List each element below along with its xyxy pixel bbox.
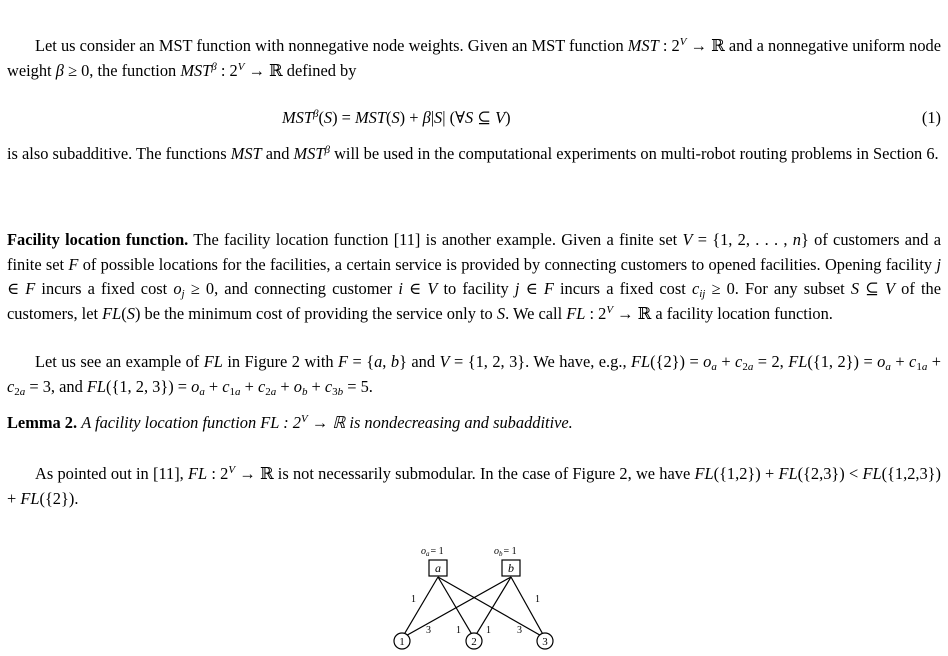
text-run: , and xyxy=(50,376,87,396)
text-run: Let us see an example of xyxy=(35,352,204,371)
text-run: a facility location function. xyxy=(651,303,833,323)
customer-label-3: 3 xyxy=(542,636,548,648)
text-run: A facility location function xyxy=(81,413,261,432)
paragraph-not-submodular: As pointed out in [11], FL : $2^V$ → ℝ is not necessarily submodular. In the case of Figure 2, we have FL({1,2}) + FL({2,3}) < FL({1,2,3}) + FL({2}). xyxy=(7,464,942,508)
section-heading: Facility location function. xyxy=(7,230,189,249)
text-run: incurs a fixed cost xyxy=(553,279,692,298)
text-run: defined by xyxy=(282,60,357,80)
edge-cost-a2: 1 xyxy=(456,625,461,636)
text-run: As pointed out in [11], xyxy=(35,464,189,483)
paragraph-example: Let us see an example of FL in Figure 2 with F = {a, b} and V = {1, 2, 3}. We have, e.g., $FL(\{2\}) = o_a + c_{2a} = 2$, FL({1, $2\}) = o_a + c_{1a} + c_{2a} = 3$, and FL({1, 2, $3\}) = o_a + c_{1a} + c_{2a} + o_b + c_{3b} = 5$. xyxy=(7,352,942,398)
text-run: . We have, e.g., xyxy=(525,352,632,371)
edge-cost-b1: 3 xyxy=(426,625,431,636)
lemma-2: Lemma 2. A facility location function FL : $2^V$ → ℝ is nondecreasing and subadditive. xyxy=(7,413,573,432)
text-run: of the customers, let xyxy=(7,279,941,323)
text-run: of possible locations for the facilities, a certain service is provided by connecting customers to opened facilities. Opening facility xyxy=(78,254,937,274)
text-run: Let us consider an MST function with nonnegative node weights. Given an MST function xyxy=(35,36,628,55)
text-run: is not necessarily submodular. In the case of Figure 2, we have xyxy=(273,464,695,483)
paragraph-mst: Let us consider an MST function with nonnegative node weights. Given an MST function MST : $2^V$ → ℝ and a nonnegative uniform node weight β ≥ 0, the function $MST^\beta$ : $2^V$ → ℝ defined by xyxy=(7,36,941,80)
text-run: incurs a fixed cost xyxy=(35,279,174,298)
text-run: to facility xyxy=(437,279,515,298)
edge-cost-b3: 1 xyxy=(535,594,540,605)
facility-cost-a: $o_a= 1$ xyxy=(421,546,444,558)
customer-label-2: 2 xyxy=(471,636,477,648)
text-run: be the minimum cost of providing the service only to xyxy=(140,303,497,323)
text-run: The facility location function [11] is another example. Given a finite set xyxy=(188,230,683,249)
text-run: and xyxy=(406,352,440,371)
lemma-label: Lemma 2. xyxy=(7,413,78,432)
edge-b-2 xyxy=(474,577,511,638)
text-run: of customers and a finite set xyxy=(7,230,942,274)
text-run: will be used in the computational experiments on multi-robot routing problems in Section 6. xyxy=(329,144,939,163)
facility-label-a: a xyxy=(435,561,441,575)
facility-cost-b: $o_b= 1$ xyxy=(494,546,517,558)
text-run: , and connecting customer xyxy=(214,279,399,298)
equation-number: (1) xyxy=(921,108,941,127)
equation-body: $MST^\beta(S) = MST(S) + \beta|S|$ (∀S ⊆ V) xyxy=(282,108,511,127)
facility-label-b: b xyxy=(508,561,514,575)
text-run: is also subadditive. The functions xyxy=(7,144,231,163)
text-run: , the function xyxy=(89,60,181,80)
figure-2-graph xyxy=(380,538,570,654)
edge-a-1 xyxy=(402,577,438,638)
equation-1 xyxy=(7,108,941,132)
paragraph-subadditive: is also subadditive. The functions MST and $MST^\beta$ will be used in the computational experiments on multi-robot routing problems in Section 6. xyxy=(7,144,939,163)
edge-a-3 xyxy=(438,577,545,638)
edge-cost-b2: 1 xyxy=(486,625,491,636)
text-run: is nondecreasing and subadditive. xyxy=(345,413,573,432)
text-run: and xyxy=(261,144,294,163)
customer-label-1: 1 xyxy=(399,636,405,648)
edge-cost-a3: 3 xyxy=(517,625,522,636)
edge-cost-a1: 1 xyxy=(411,594,416,605)
text-run: and a nonnegative uniform node weight xyxy=(7,36,941,80)
text-run: . For any subset xyxy=(734,279,851,298)
text-run: in Figure 2 with xyxy=(222,352,339,371)
text-run: . We call xyxy=(505,303,567,323)
paragraph-facility-location: Facility location function. The facility location function [11] is another example. Given a finite set V = {1, 2, . . . , n} of customers and a finite set F of possible locations for the facilities, a certain service is provided by connecting customers to opened facilities. Opening facility j ∈ F incurs a fixed cost $o_j \ge 0$, and connecting customer i ∈ V to facility j ∈ F incurs a fixed cost $c_{ij} \ge 0$. For any subset S ⊆ V of the customers, let FL(S) be the minimum cost of providing the service only to S. We call FL : $2^V$ → ℝ a facility location function. xyxy=(7,230,942,323)
